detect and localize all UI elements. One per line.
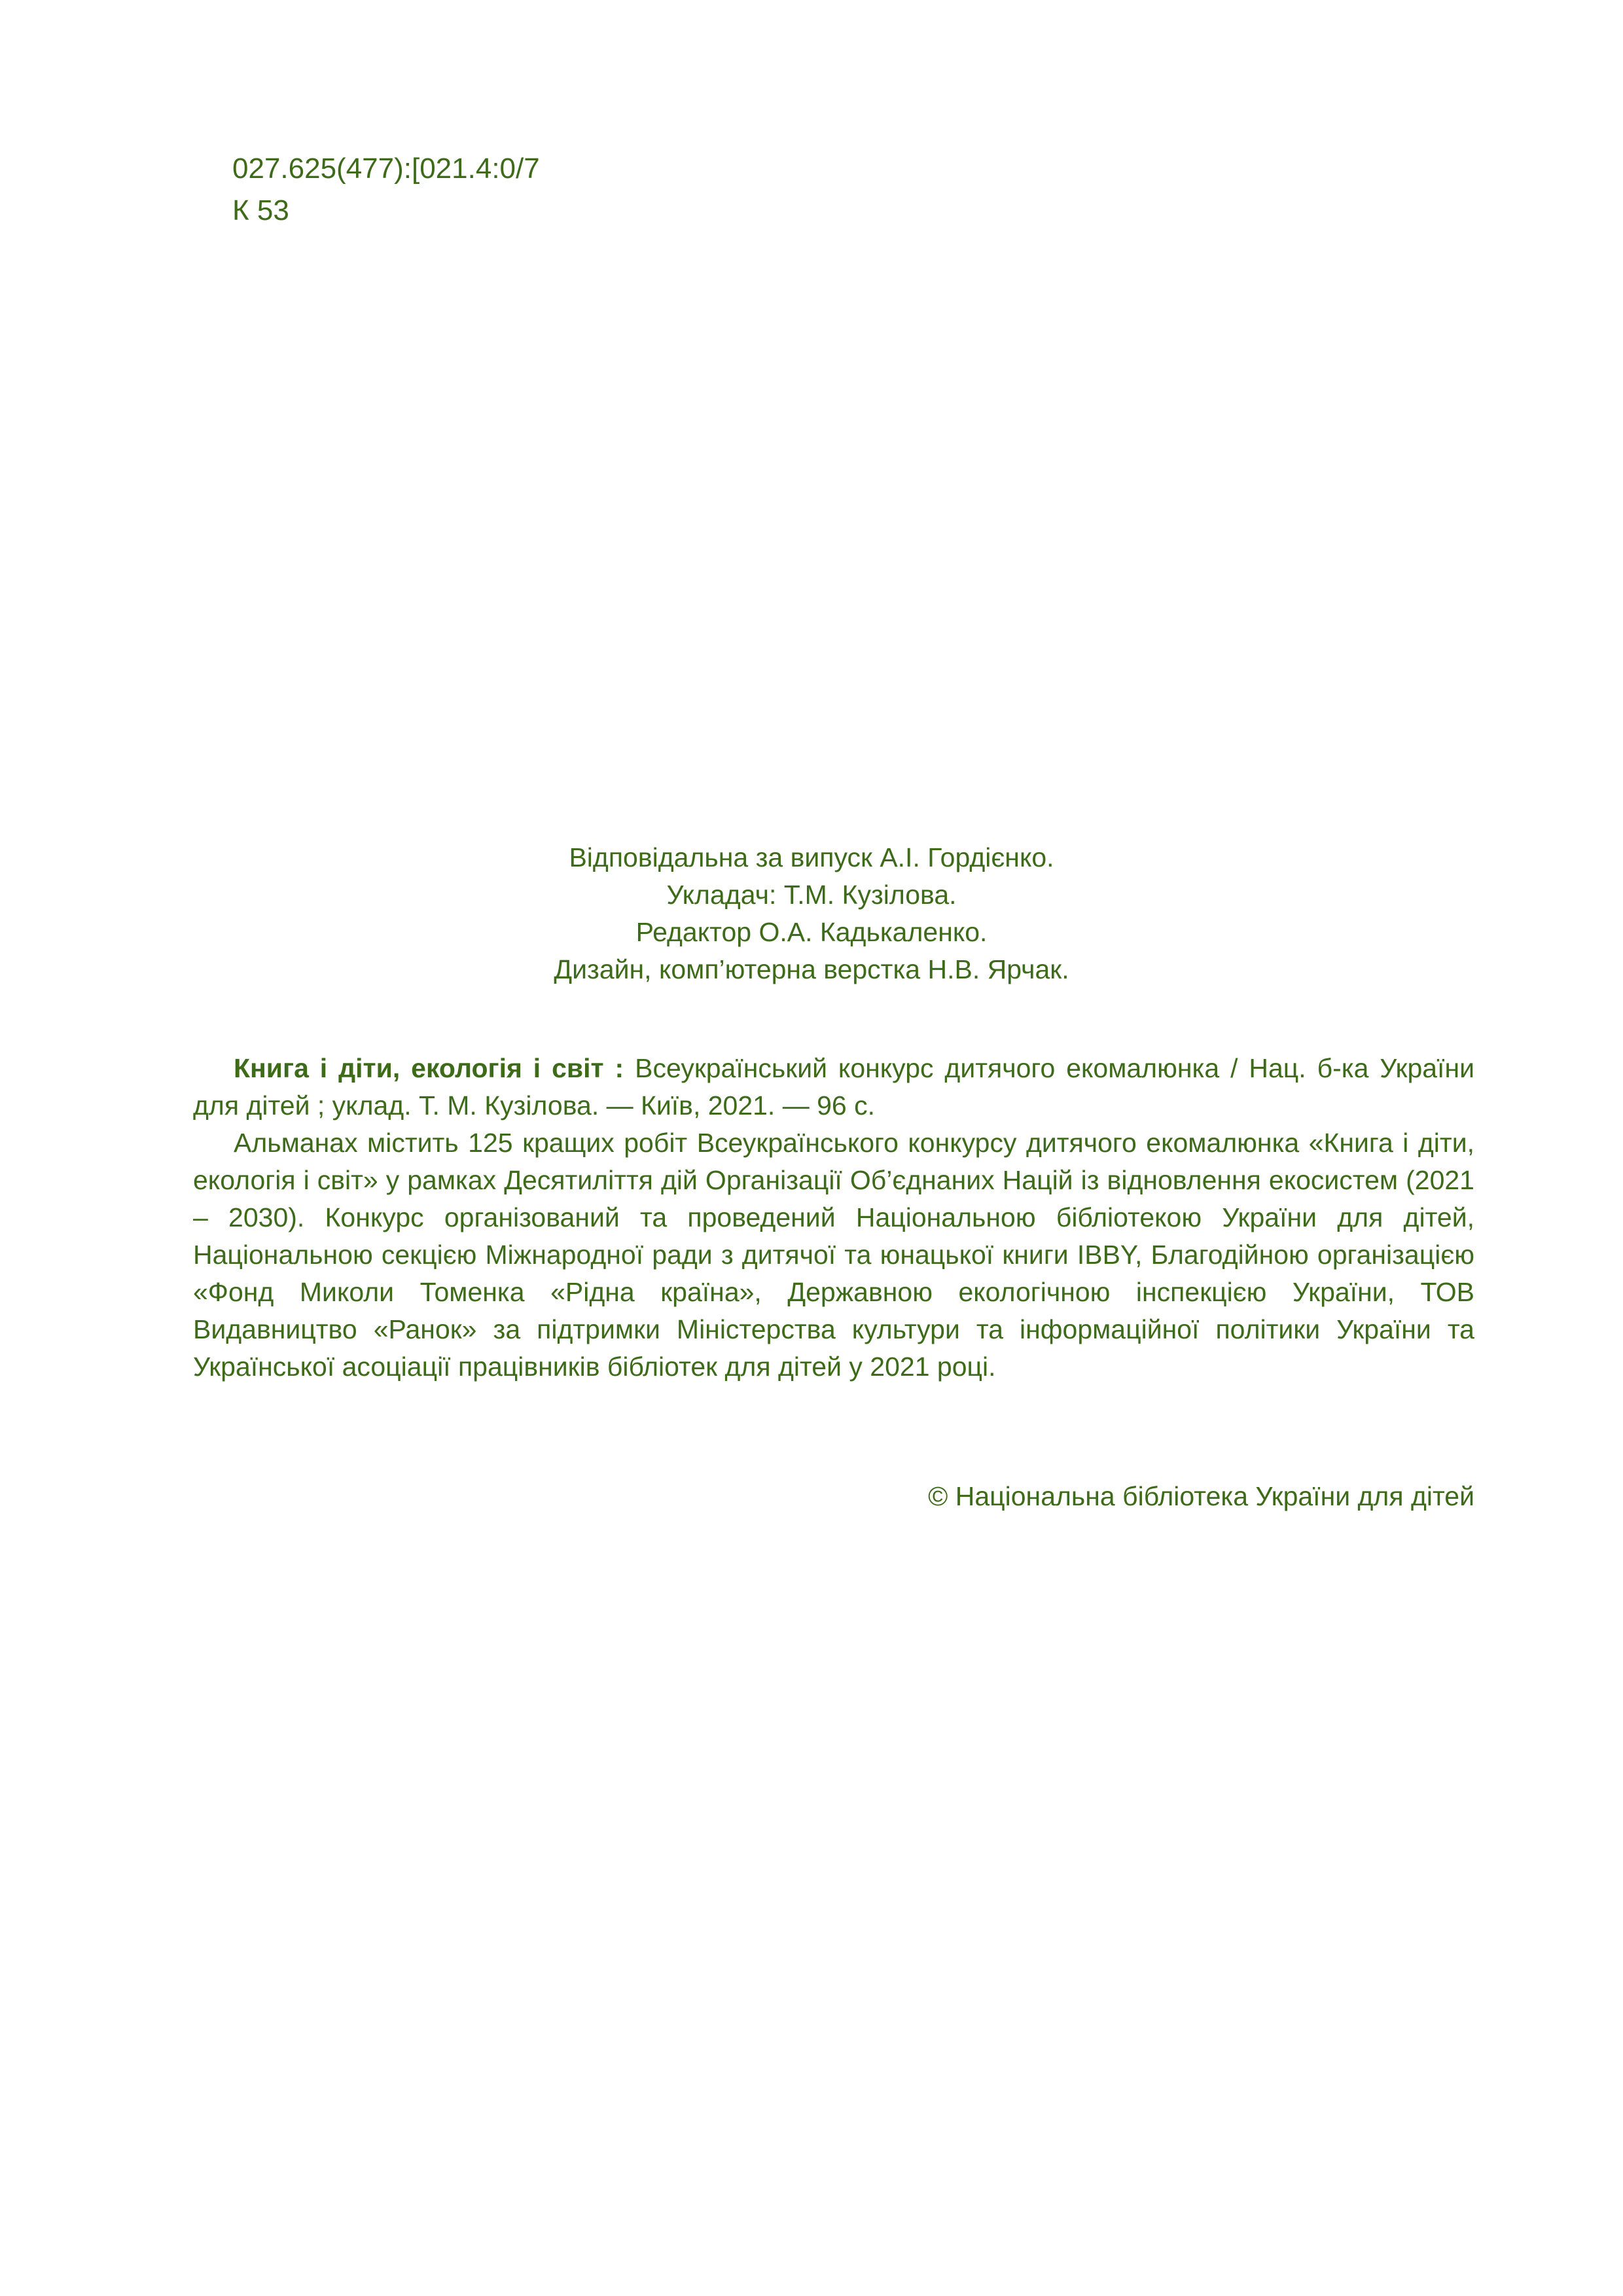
annotation-block [193, 1050, 1474, 1386]
credit-compiler: Укладач: Т.М. Кузілова. [666, 880, 957, 910]
bibliographic-description: Всеукраїнський конкурс дитячого екомалюнка / Нац. б-ка України для дітей ; уклад. Т. М. Кузілова. — Київ, 2021. — 96 с. [193, 1053, 1474, 1121]
credit-editor: Редактор О.А. Кадькаленко. [635, 917, 988, 947]
udc-index: 027.625(477):[021.4:0/7 [232, 152, 540, 185]
classification-block [232, 148, 540, 232]
book-title: Книга і діти, екологія і світ : [234, 1053, 624, 1083]
annotation-text: Альманах містить 125 кращих робіт Всеукраїнського конкурсу дитячого екомалюнка «Книга і діти, екологія і світ» у рамках Десятиліття дій Організації Об’єднаних Націй із відновлення екосистем (2021 – 2030). Конкурс організований та проведений Національною бібліотекою України для дітей, Національною секцією Міжнародної ради з дитячої та юнацької книги IBBY, Благодійною організацією «Фонд Миколи Томенка «Рідна країна», Державною екологічною інспекцією України, ТОВ Видавництво «Ранок» за підтримки Міністерства культури та інформаційної політики України та Української асоціації працівників бібліотек для дітей у 2021 році. [193, 1128, 1474, 1382]
credit-responsible: Відповідальна за випуск А.І. Гордієнко. [569, 842, 1054, 872]
credits-block [0, 839, 1623, 988]
credit-design: Дизайн, комп’ютерна верстка Н.В. Ярчак. [554, 954, 1069, 984]
author-mark: К 53 [232, 194, 289, 226]
bibliographic-record [193, 1050, 1474, 1124]
copyright-notice: © Національна бібліотека України для дітей [928, 1481, 1474, 1511]
